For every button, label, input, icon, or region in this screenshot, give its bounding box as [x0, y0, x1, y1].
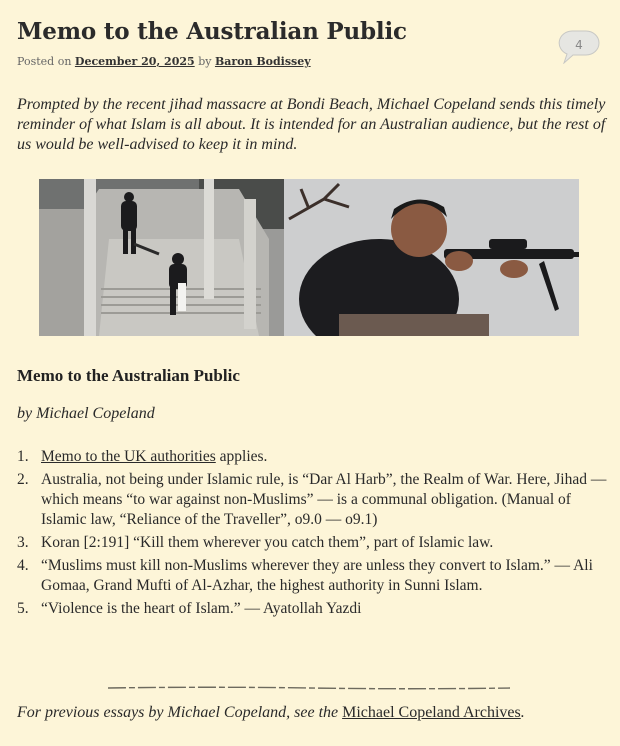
list-number: 5. — [17, 600, 29, 617]
author-link[interactable]: Baron Bodissey — [214, 55, 311, 68]
posted-on-label: Posted on — [17, 55, 72, 68]
post-title[interactable]: Memo to the Australian Public — [17, 18, 407, 45]
list-item-text: Koran [2:191] “Kill them wherever you catch them”, part of Islamic law. — [41, 534, 494, 551]
list-item — [17, 556, 607, 596]
list-item — [17, 599, 607, 619]
list-item-text: Australia, not being under Islamic rule, is “Dar Al Harb”, the Realm of War. Here, Jihad — which means “to war against non-Muslims” — is a communal obligation. (Manual of Islamic law, “Reliance of the Traveller”, o9.0 — o9.1) — [41, 471, 607, 528]
footer-prefix: For previous essays by Michael Copeland, see the — [17, 704, 343, 721]
list-number: 2. — [17, 471, 29, 488]
list-item — [17, 533, 607, 553]
list-item — [17, 470, 607, 530]
post-date-link[interactable]: December 20, 2025 — [74, 55, 195, 68]
uk-memo-link[interactable]: Memo to the UK authorities — [41, 448, 216, 465]
memo-author: by Michael Copeland — [17, 405, 155, 422]
footer-note — [17, 704, 525, 722]
post-byline — [17, 55, 311, 68]
footer-suffix: . — [520, 704, 525, 721]
comment-count: 4 — [575, 38, 583, 52]
decorative-divider — [108, 675, 510, 679]
list-number: 3. — [17, 534, 29, 551]
list-item-text: applies. — [215, 448, 268, 465]
memo-list — [17, 447, 607, 622]
comment-count-bubble[interactable] — [558, 30, 600, 62]
list-item-text: “Violence is the heart of Islam.” — Ayatollah Yazdi — [41, 600, 362, 617]
list-item-text: “Muslims must kill non-Muslims wherever they are unless they convert to Islam.” — Ali Gomaa, Grand Mufti of Al-Azhar, the highest authority in Sunni Islam. — [41, 557, 593, 594]
list-item — [17, 447, 607, 467]
by-label: by — [198, 55, 212, 68]
memo-heading: Memo to the Australian Public — [17, 366, 240, 385]
intro-paragraph: Prompted by the recent jihad massacre at Bondi Beach, Michael Copeland sends this timely reminder of what Islam is all about. It is intended for an Australian audience, but the rest of us would be well-advised to keep it in mind. — [17, 96, 606, 153]
list-number: 1. — [17, 448, 29, 465]
list-number: 4. — [17, 557, 29, 574]
archives-link[interactable]: Michael Copeland Archives — [342, 704, 521, 721]
bondi-attack-photo — [39, 179, 579, 336]
